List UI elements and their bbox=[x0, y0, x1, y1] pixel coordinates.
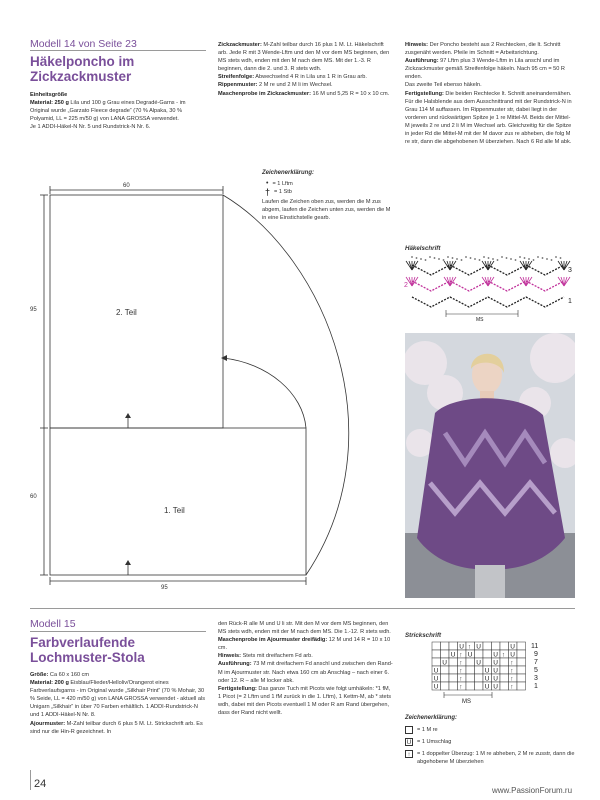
yarn-over-symbol: U bbox=[484, 675, 490, 683]
m15-col1-paragraph-text: Ca 60 x 160 cm bbox=[48, 672, 90, 678]
chain-dot bbox=[515, 259, 517, 261]
dim-top: 60 bbox=[123, 183, 130, 189]
m14-col2-paragraph-heading: Zickzackmuster: bbox=[218, 42, 262, 48]
knit-legend-title: Zeichenerklärung: bbox=[405, 715, 458, 721]
m15-col1-paragraph bbox=[30, 720, 206, 736]
chart-row-3: 3 bbox=[568, 267, 572, 274]
chain-dot bbox=[537, 256, 539, 258]
model-14-col3 bbox=[405, 41, 575, 146]
m15-col2-paragraph-heading: Ausführung: bbox=[218, 661, 252, 668]
decrease-symbol: ↑ bbox=[459, 675, 463, 683]
model-15-col1 bbox=[30, 671, 206, 736]
decrease-symbol: ↑ bbox=[467, 643, 472, 651]
grid-cell bbox=[517, 658, 526, 666]
grid-cell bbox=[466, 682, 475, 690]
title-rule-2 bbox=[30, 631, 206, 632]
m14-col1-paragraph-text: Lila und 100 g Grau eines Degradé-Garns - im Original wurde „Garzato Fleece degrade“ (70 % Alpaka, 30 % Polyamid, LL = 225 m/50 g) von LANA GROSSA verwendet. bbox=[30, 100, 186, 123]
grid-cell bbox=[475, 666, 484, 674]
m14-col1-paragraph bbox=[30, 99, 206, 123]
m14-col2-paragraph bbox=[218, 81, 394, 89]
yarn-over-symbol: U bbox=[510, 643, 516, 651]
decrease-symbol: ↑ bbox=[501, 651, 506, 659]
m14-col3-paragraph bbox=[405, 81, 575, 89]
m15-col2-paragraph bbox=[218, 660, 394, 684]
m15-col1-paragraph-heading: Material: 200 g bbox=[30, 680, 69, 687]
yarn-over-symbol: U bbox=[476, 643, 482, 651]
chain-dot bbox=[555, 256, 557, 258]
grid-cell bbox=[517, 650, 526, 658]
knit-legend-item bbox=[405, 726, 575, 734]
part1-rect bbox=[50, 428, 306, 575]
decrease-symbol: ↑ bbox=[510, 683, 514, 691]
model-15-label: Modell 15 bbox=[30, 618, 76, 630]
grid-cell bbox=[517, 666, 526, 674]
m14-col2-paragraph-text: M-Zahl teilbar durch 16 plus 1 M. Lt. Häkelschrift arb. Jede R mit 3 Wende-Lftm und den M vor dem MS beginnen, den MS stets wdh, enden mit den M nach dem MS. Mit der 1.-3. R beginnen, dann die 2. und 3. R stets wdh. bbox=[218, 42, 390, 73]
crochet-zigzag-row bbox=[412, 297, 564, 307]
chain-dot bbox=[510, 258, 512, 260]
m14-col3-paragraph-text: Das zweite Teil ebenso häkeln. bbox=[405, 82, 482, 89]
grid-cell bbox=[500, 674, 509, 682]
chain-dot bbox=[479, 259, 481, 261]
yarn-over-symbol: U bbox=[493, 675, 499, 683]
model-14-title-line2: Zickzackmuster bbox=[30, 69, 132, 84]
m15-col2-paragraph-text: 12 M und 14 R = 10 x 10 cm. bbox=[218, 637, 391, 652]
page-number: 24 bbox=[34, 778, 47, 790]
yarn-over-symbol: U bbox=[484, 683, 490, 691]
yarn-over-symbol: U bbox=[433, 683, 439, 691]
chart-row-1: 1 bbox=[568, 298, 572, 305]
grid-row-7: 7 bbox=[534, 659, 538, 666]
chain-dot bbox=[416, 257, 418, 259]
m15-col1-paragraph-heading: Größe: bbox=[30, 672, 49, 678]
grid-cell bbox=[449, 674, 458, 682]
yarn-over-symbol: U bbox=[467, 651, 473, 659]
grid-cell bbox=[432, 658, 441, 666]
m14-col3-paragraph-heading: Hinweis: bbox=[405, 42, 429, 48]
knit-legend-item bbox=[405, 750, 575, 766]
yarn-over-symbol: U bbox=[442, 659, 448, 667]
crochet-stitch bbox=[520, 277, 526, 286]
section-divider bbox=[30, 608, 575, 609]
m15-col1-paragraph-text: M-Zahl teilbar durch 6 plus 5 M. Lt. Strickschrift arb. Es sind nur die Hin-R gezeichnet. In bbox=[30, 720, 203, 735]
model-14-label: Modell 14 von Seite 23 bbox=[30, 38, 137, 50]
yarn-over-symbol: U bbox=[433, 675, 439, 683]
chain-dot bbox=[533, 259, 535, 261]
knit-stitch-icon bbox=[405, 726, 413, 734]
chain-dot bbox=[528, 258, 530, 260]
knit-legend-text: = 1 Umschlag bbox=[417, 739, 452, 746]
grid-cell bbox=[475, 650, 484, 658]
m14-col2-paragraph-text: 16 M und 5,25 R = 10 x 10 cm. bbox=[310, 90, 390, 97]
knit-chart bbox=[428, 640, 548, 706]
model-15-col2 bbox=[218, 620, 394, 717]
model-14-title bbox=[30, 54, 134, 84]
grid-row-11: 11 bbox=[531, 643, 539, 650]
chain-dot bbox=[470, 257, 472, 259]
m14-col2-paragraph bbox=[218, 73, 394, 81]
m15-col2-paragraph bbox=[218, 652, 394, 660]
m14-col2-paragraph bbox=[218, 90, 394, 98]
yarn-over-symbol: U bbox=[493, 667, 499, 675]
m15-col2-paragraph-heading: Fertigstellung: bbox=[218, 685, 257, 692]
grid-cell bbox=[432, 650, 441, 658]
m14-col3-paragraph bbox=[405, 57, 575, 81]
crochet-stitch bbox=[564, 277, 570, 286]
model-14-title-line1: Häkelponcho im bbox=[30, 54, 135, 69]
chain-dot bbox=[465, 256, 467, 258]
grid-cell bbox=[492, 642, 501, 650]
crochet-legend-title: Zeichenerklärung: bbox=[262, 170, 315, 176]
m14-col2-paragraph-text: 2 M re und 2 M li im Wechsel. bbox=[257, 82, 333, 89]
grid-cell bbox=[517, 642, 526, 650]
crochet-stitch bbox=[444, 261, 450, 270]
yarn-over-symbol: U bbox=[476, 659, 482, 667]
crochet-chart bbox=[398, 253, 578, 325]
knit-legend-text: = 1 M re bbox=[417, 727, 438, 734]
grid-cell bbox=[466, 658, 475, 666]
knit-legend-item bbox=[405, 738, 575, 746]
chain-stitch-icon: • bbox=[266, 180, 269, 188]
chart-row-2: 2 bbox=[404, 282, 408, 289]
double-crochet-icon: † bbox=[265, 187, 271, 198]
grid-row-5: 5 bbox=[534, 667, 538, 674]
yarn-over-symbol: U bbox=[510, 651, 516, 659]
m15-col2-paragraph bbox=[218, 620, 394, 636]
m14-col3-paragraph-text: Der Poncho besteht aus 2 Rechtecken, die lt. Schnitt zusgenäht werden. Pfeile im Schnitt = Arbeitsrichtung. bbox=[405, 42, 561, 57]
title-rule bbox=[30, 50, 206, 51]
grid-cell bbox=[449, 642, 458, 650]
yarn-over-symbol: U bbox=[484, 667, 490, 675]
grid-cell bbox=[466, 666, 475, 674]
m15-col2-paragraph-heading: Maschenprobe im Ajourmuster dreifädig: bbox=[218, 637, 328, 644]
m15-col2-paragraph bbox=[218, 685, 394, 717]
part1-label: 1. Teil bbox=[164, 506, 185, 515]
chain-dot bbox=[488, 257, 490, 259]
m14-col2-paragraph-heading: Streifenfolge: bbox=[218, 74, 255, 81]
crochet-stitch bbox=[558, 261, 564, 270]
chain-dot bbox=[542, 257, 544, 259]
dim-left-top: 95 bbox=[30, 307, 37, 313]
decrease-symbol: ↑ bbox=[459, 667, 463, 675]
grid-cell bbox=[449, 666, 458, 674]
m15-col1-paragraph-text: Eisblau/Flieder/Helloliv/Orangerot eines Farbverlaufsgarns - im Original wurde „Silkhair Print“ (70 % Mohair, 30 % Seide, LL = 420 m/50 g) von LANA GROSSA verwendet - aktuell als Unigarn „Silkhair“ in über 70 Farben erhältlich. 1 ADDI-Rundstrick-N und 1 ADDI-Häkel-N Nr. 8. bbox=[30, 680, 206, 719]
chain-dot bbox=[492, 258, 494, 260]
grid-cell bbox=[500, 642, 509, 650]
chain-dot bbox=[483, 256, 485, 258]
decrease-symbol: ↑ bbox=[510, 659, 514, 667]
knit-legend-text: = 1 doppelter Überzug: 1 M re abheben, 2 M re zusstr, dann die abgehobene M überziehen bbox=[417, 751, 575, 766]
legend-item-lftm: • = 1 Lftm bbox=[266, 180, 293, 188]
decrease-symbol: ↑ bbox=[510, 675, 514, 683]
model-15-title bbox=[30, 635, 145, 665]
grid-cell bbox=[483, 642, 492, 650]
chain-dot bbox=[461, 259, 463, 261]
m14-col3-paragraph-text: 97 Lftm plus 3 Wende-Lftm in Lila anschl und im Zickzackmuster gemäß Streifenfolge häkeln. Nach 95 cm = 50 R enden. bbox=[405, 58, 565, 81]
m14-col2-paragraph bbox=[218, 41, 394, 73]
m15-col2-paragraph-text: Stets mit dreifachem Fd arb. bbox=[241, 653, 313, 660]
dim-left-bottom: 60 bbox=[30, 494, 37, 500]
crochet-stitch bbox=[482, 261, 488, 270]
m14-col2-paragraph-heading: Maschenprobe im Zickzackmuster: bbox=[218, 90, 311, 97]
chain-dot bbox=[474, 258, 476, 260]
chain-dot bbox=[425, 259, 427, 261]
m14-col3-paragraph-text: Die beiden Rechtecke lt. Schnitt aneinandernähen. Für die Halsblende aus dem Ausschnittrand mit der Rundstrick-N in Grau 114 M auffassen. Im Rippenmuster str, dabei liegt in der vorderen und rückwärtigen Spitze je 1 re Mittel-M. Beids der Mittel-M jeweils 2 re und 2 li M im Wechsel arb. Gleichzeitig für die Spitze in jeder Rd die Mittel-M mit der M davor zus re abheben, die folg M re str, dann die abgehobenen M überziehen. Nach 6 Rd alle M abk. bbox=[405, 90, 572, 146]
poncho-photo-illustration bbox=[405, 333, 575, 598]
decrease-symbol: ↑ bbox=[459, 683, 463, 691]
yarn-over-symbol: U bbox=[493, 683, 499, 691]
yarn-over-symbol: U bbox=[450, 651, 456, 659]
grid-cell bbox=[483, 658, 492, 666]
m14-col1-paragraph bbox=[30, 123, 206, 131]
decrease-symbol: ↑ bbox=[459, 659, 463, 667]
m14-col1-paragraph-heading: Material: 250 g bbox=[30, 100, 69, 107]
yarn-over-symbol: U bbox=[459, 643, 465, 651]
decrease-symbol: ↑ bbox=[510, 667, 514, 675]
grid-cell bbox=[441, 650, 450, 658]
grid-ms-label: MS bbox=[462, 699, 471, 705]
chain-dot bbox=[438, 258, 440, 260]
yarn-over-symbol: U bbox=[433, 667, 439, 675]
haekelschrift-label: Häkelschrift bbox=[405, 245, 441, 252]
m15-col2-paragraph bbox=[218, 636, 394, 652]
model-14-col2 bbox=[218, 41, 394, 98]
chain-dot bbox=[497, 259, 499, 261]
dim-bottom: 95 bbox=[161, 585, 168, 590]
crochet-stitch bbox=[444, 277, 450, 286]
m15-col1-paragraph bbox=[30, 671, 206, 679]
grid-cell bbox=[441, 666, 450, 674]
m15-col2-paragraph-heading: Hinweis: bbox=[218, 653, 242, 660]
grid-cell bbox=[475, 674, 484, 682]
grid-cell bbox=[432, 642, 441, 650]
grid-cell bbox=[449, 658, 458, 666]
strickschrift-label: Strickschrift bbox=[405, 632, 442, 639]
decrease-symbol: ↑ bbox=[459, 651, 463, 659]
legend-item-stb: † = 1 Stb bbox=[265, 187, 292, 198]
m14-col3-paragraph-heading: Fertigstellung: bbox=[405, 90, 444, 97]
crochet-stitch bbox=[406, 261, 412, 270]
m14-col2-paragraph-heading: Rippenmuster: bbox=[218, 82, 258, 89]
double-decrease-icon: ↑ bbox=[405, 750, 413, 758]
model-14-col1 bbox=[30, 91, 206, 131]
poncho-photo bbox=[405, 333, 575, 598]
grid-cell bbox=[449, 682, 458, 690]
grid-cell bbox=[441, 682, 450, 690]
grid-cell bbox=[500, 658, 509, 666]
grid-cell bbox=[517, 682, 526, 690]
m14-col3-paragraph bbox=[405, 41, 575, 57]
chain-dot bbox=[443, 259, 445, 261]
chart-ms-label: MS bbox=[476, 317, 484, 323]
crochet-stitch bbox=[520, 261, 526, 270]
m14-col3-paragraph bbox=[405, 90, 575, 147]
crochet-stitch bbox=[558, 277, 564, 286]
grid-cell bbox=[500, 682, 509, 690]
watermark: www.PassionForum.ru bbox=[492, 786, 573, 795]
m14-col1-paragraph bbox=[30, 91, 206, 99]
model-15-title-line2: Lochmuster-Stola bbox=[30, 650, 145, 665]
grid-cell bbox=[441, 642, 450, 650]
chain-dot bbox=[456, 258, 458, 260]
m14-col1-paragraph-heading: Einheitsgröße bbox=[30, 92, 68, 98]
poncho-schematic bbox=[28, 178, 398, 590]
grid-cell bbox=[441, 674, 450, 682]
part2-label: 2. Teil bbox=[116, 308, 137, 317]
chain-dot bbox=[524, 257, 526, 259]
chain-dot bbox=[434, 257, 436, 259]
m15-col2-paragraph-text: 73 M mit dreifachem Fd anschl und zwischen den Rand-M im Ajourmuster str. Nach etwa 160 cm ab Anschlag – nach einer 6. oder 12. R – alle M locker abk. bbox=[218, 661, 393, 684]
grid-cell bbox=[500, 666, 509, 674]
chain-dot bbox=[429, 256, 431, 258]
chain-dot bbox=[546, 258, 548, 260]
chain-dot bbox=[506, 257, 508, 259]
grid-cell bbox=[475, 682, 484, 690]
m15-col1-paragraph bbox=[30, 679, 206, 719]
grid-row-9: 9 bbox=[534, 651, 538, 658]
chain-dot bbox=[501, 256, 503, 258]
chain-dot bbox=[519, 256, 521, 258]
chain-dot bbox=[447, 256, 449, 258]
m15-col1-paragraph-heading: Ajourmuster: bbox=[30, 720, 66, 727]
m14-col1-paragraph-text: Je 1 ADDI-Häkel-N Nr. 5 und Rundstrick-N Nr. 6. bbox=[30, 124, 151, 131]
m15-col2-paragraph-text: den Rück-R alle M und U li str. Mit den M vor dem MS beginnen, den MS stets wdh, enden mit der M nach dem MS. Die 1.-12. R stets wdh. bbox=[218, 621, 391, 636]
yarn-over-icon: U bbox=[406, 739, 412, 747]
grid-cell bbox=[517, 674, 526, 682]
yarn-over-symbol: U bbox=[493, 659, 499, 667]
m14-col3-paragraph-heading: Ausführung: bbox=[405, 58, 439, 65]
chain-dot bbox=[560, 257, 562, 259]
grid-cell bbox=[466, 674, 475, 682]
crochet-stitch bbox=[482, 277, 488, 286]
grid-cell bbox=[483, 650, 492, 658]
chain-dot bbox=[411, 256, 413, 258]
knit-legend bbox=[405, 714, 575, 770]
footer-rule bbox=[30, 770, 31, 790]
yarn-over-symbol: U bbox=[493, 651, 499, 659]
grid-row-1: 1 bbox=[534, 683, 538, 690]
chain-dot bbox=[551, 259, 553, 261]
model-15-title-line1: Farbverlaufende bbox=[30, 635, 136, 650]
legend-note: Laufen die Zeichen oben zus, werden die M zus abgem, laufen die Zeichen unten zus, werden die M in eine Einstichstelle gearb. bbox=[262, 199, 391, 222]
chain-dot bbox=[452, 257, 454, 259]
m15-col2-paragraph-text: Das ganze Tuch mit Picots wie folgt umhäkeln: *1 fM, 1 Picot (= 2 Lftm und 1 fM zurück in die 1. Lftm), 1 Kettm-M, ab * stets wdh, dabei mit den Picots eventuell 1 M oder R am Rand übergehen, dass der Rand nicht wellt. bbox=[218, 685, 392, 717]
grid-row-3: 3 bbox=[534, 675, 538, 682]
m14-col2-paragraph-text: Abwechselnd 4 R in Lila uns 1 R in Grau arb. bbox=[254, 74, 367, 81]
chain-dot bbox=[420, 258, 422, 260]
